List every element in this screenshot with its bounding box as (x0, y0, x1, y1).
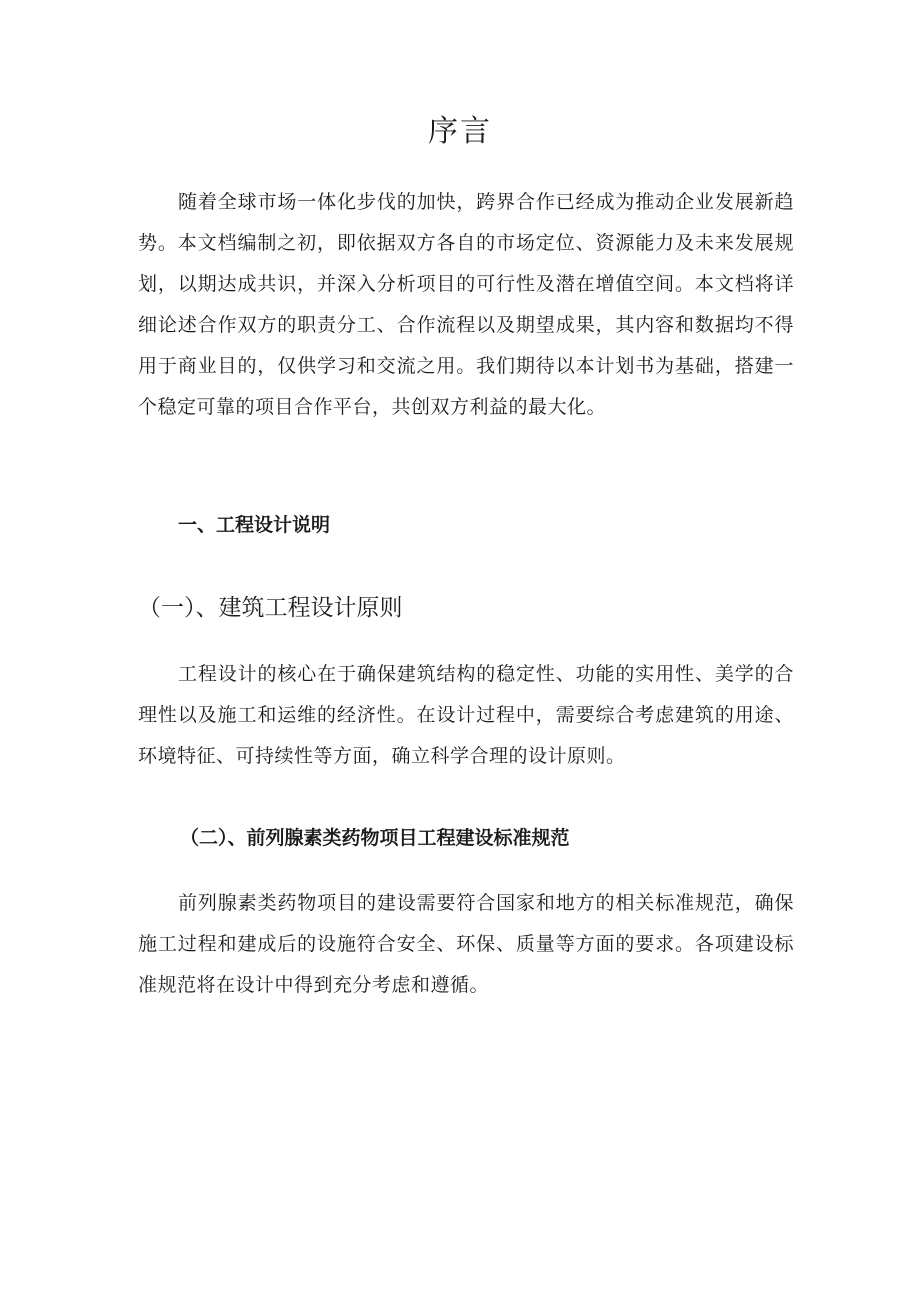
section-heading-engineering-design: 一、工程设计说明 (178, 514, 331, 536)
construction-standards-paragraph: 前列腺素类药物项目的建设需要符合国家和地方的相关标准规范，确保施工过程和建成后的设施符合安全、环保、质量等方面的要求。各项建设标准规范将在设计中得到充分考虑和遵循。 (138, 892, 794, 996)
design-principles-paragraph: 工程设计的核心在于确保建筑结构的稳定性、功能的实用性、美学的合理性以及施工和运维的经济性。在设计过程中，需要综合考虑建筑的用途、环境特征、可持续性等方面，确立科学合理的设计原则。 (138, 663, 794, 767)
intro-paragraph: 随着全球市场一体化步伐的加快，跨界合作已经成为推动企业发展新趋势。本文档编制之初，即依据双方各自的市场定位、资源能力及未来发展规划，以期达成共识，并深入分析项目的可行性及潜在增值空间。本文档将详细论述合作双方的职责分工、合作流程以及期望成果，其内容和数据均不得用于商业目的，仅供学习和交流之用。我们期待以本计划书为基础，搭建一个稳定可靠的项目合作平台，共创双方利益的最大化。 (138, 191, 794, 418)
page-title: 序言 (428, 114, 492, 149)
subsection-heading-design-principles: （一）、建筑工程设计原则 (138, 595, 403, 621)
subsection-heading-construction-standards: （二）、前列腺素类药物项目工程建设标准规范 (180, 827, 570, 849)
